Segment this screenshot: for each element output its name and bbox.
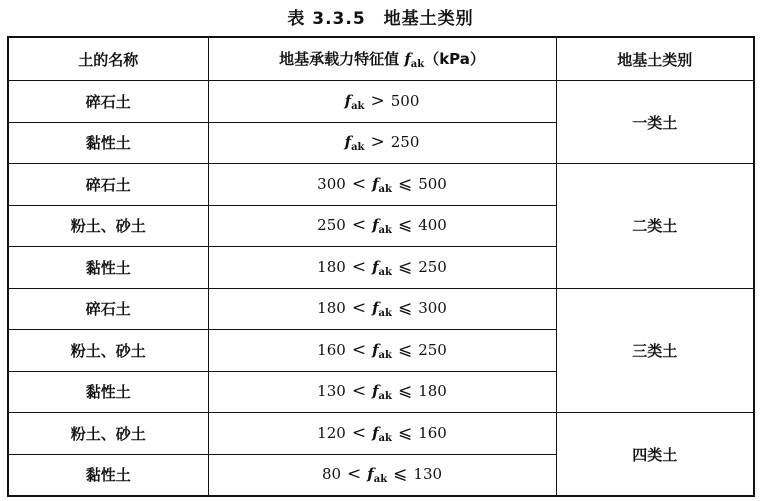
- f-symbol: f: [372, 216, 379, 235]
- lower-operator: <: [347, 464, 362, 485]
- bearing-range-cell: [208, 371, 556, 413]
- f-symbol: f: [372, 423, 379, 442]
- upper-bound: 300: [418, 299, 447, 318]
- f-symbol: f: [344, 133, 352, 152]
- soil-name-cell: 粉土、砂土: [8, 205, 208, 247]
- f-subscript: ak: [378, 308, 392, 320]
- f-symbol: f: [372, 382, 379, 401]
- header-f-symbol: f: [404, 50, 411, 68]
- lower-bound: 250: [317, 216, 346, 235]
- upper-bound: 250: [418, 340, 447, 359]
- upper-operator: ⩽: [393, 464, 408, 485]
- lower-operator: <: [351, 173, 367, 194]
- bearing-range-cell: [208, 413, 556, 455]
- f-subscript: ak: [351, 100, 365, 112]
- table-row: [8, 413, 754, 455]
- upper-operator: ⩽: [397, 381, 413, 402]
- f-symbol: f: [372, 174, 379, 193]
- upper-bound: 250: [418, 257, 447, 276]
- f-symbol: f: [372, 340, 379, 359]
- header-bearing-capacity: [208, 37, 556, 81]
- lower-operator: <: [351, 339, 367, 360]
- soil-name-cell: 黏性土: [8, 247, 208, 289]
- header-bearing-label: 地基承载力特征值: [279, 50, 405, 68]
- bearing-range-cell: [208, 81, 556, 123]
- lower-bound: 180: [317, 299, 346, 318]
- upper-operator: ⩽: [397, 422, 413, 443]
- table-title: 表 3.3.5 地基土类别: [287, 9, 474, 29]
- upper-bound: 400: [418, 216, 447, 235]
- upper-operator: ⩽: [397, 173, 413, 194]
- table-row: [8, 288, 754, 330]
- upper-bound: 180: [418, 382, 447, 401]
- lower-bound: 130: [317, 382, 346, 401]
- lower-bound: 80: [321, 465, 342, 484]
- f-symbol: f: [372, 257, 379, 276]
- soil-name-cell: 碎石土: [8, 288, 208, 330]
- f-subscript: ak: [373, 474, 388, 486]
- bearing-range-cell: [208, 330, 556, 372]
- lower-bound: 300: [317, 174, 346, 193]
- upper-operator: >: [370, 132, 385, 153]
- soil-category-cell: 四类土: [556, 413, 754, 497]
- f-subscript: ak: [351, 142, 365, 154]
- upper-operator: ⩽: [397, 339, 413, 360]
- lower-operator: <: [351, 381, 367, 402]
- lower-bound: 120: [317, 423, 346, 442]
- header-category: 地基土类别: [556, 37, 754, 81]
- bearing-range-cell: [208, 205, 556, 247]
- bearing-range-cell: [208, 288, 556, 330]
- soil-category-cell: 三类土: [556, 288, 754, 413]
- f-symbol: f: [372, 299, 379, 318]
- soil-category-cell: 二类土: [556, 164, 754, 289]
- f-subscript: ak: [378, 225, 392, 237]
- lower-operator: <: [351, 422, 367, 443]
- upper-bound: 130: [413, 465, 443, 484]
- f-subscript: ak: [378, 183, 392, 195]
- table-row: [8, 81, 754, 123]
- soil-name-cell: 粉土、砂土: [8, 330, 208, 372]
- soil-name-cell: 黏性土: [8, 371, 208, 413]
- bearing-range-cell: [208, 122, 556, 164]
- f-symbol: f: [367, 465, 374, 484]
- table-row: [8, 164, 754, 206]
- upper-operator: ⩽: [397, 298, 413, 319]
- bearing-range-cell: [208, 164, 556, 206]
- f-subscript: ak: [378, 391, 392, 403]
- bearing-range-cell: [208, 454, 556, 496]
- upper-bound: 250: [390, 133, 420, 152]
- upper-bound: 500: [418, 174, 447, 193]
- header-row: [8, 37, 754, 81]
- soil-name-cell: 黏性土: [8, 454, 208, 496]
- upper-bound: 500: [390, 91, 420, 110]
- lower-operator: <: [351, 256, 367, 277]
- soil-name-cell: 粉土、砂土: [8, 413, 208, 455]
- lower-operator: <: [351, 298, 367, 319]
- soil-name-cell: 黏性土: [8, 122, 208, 164]
- f-symbol: f: [344, 91, 352, 110]
- soil-name-cell: 碎石土: [8, 164, 208, 206]
- lower-bound: 160: [317, 340, 346, 359]
- bearing-range-cell: [208, 247, 556, 289]
- header-soil-name: 土的名称: [8, 37, 208, 81]
- f-subscript: ak: [378, 349, 392, 361]
- upper-operator: ⩽: [397, 256, 413, 277]
- soil-category-cell: 一类土: [556, 81, 754, 164]
- upper-operator: >: [370, 90, 385, 111]
- soil-category-table: [7, 36, 755, 497]
- f-subscript: ak: [378, 432, 392, 444]
- lower-bound: 180: [317, 257, 346, 276]
- header-unit: （kPa）: [424, 50, 485, 68]
- upper-operator: ⩽: [397, 215, 413, 236]
- upper-bound: 160: [418, 423, 447, 442]
- f-subscript: ak: [378, 266, 392, 278]
- soil-name-cell: 碎石土: [8, 81, 208, 123]
- lower-operator: <: [351, 215, 367, 236]
- header-f-subscript: ak: [410, 59, 425, 70]
